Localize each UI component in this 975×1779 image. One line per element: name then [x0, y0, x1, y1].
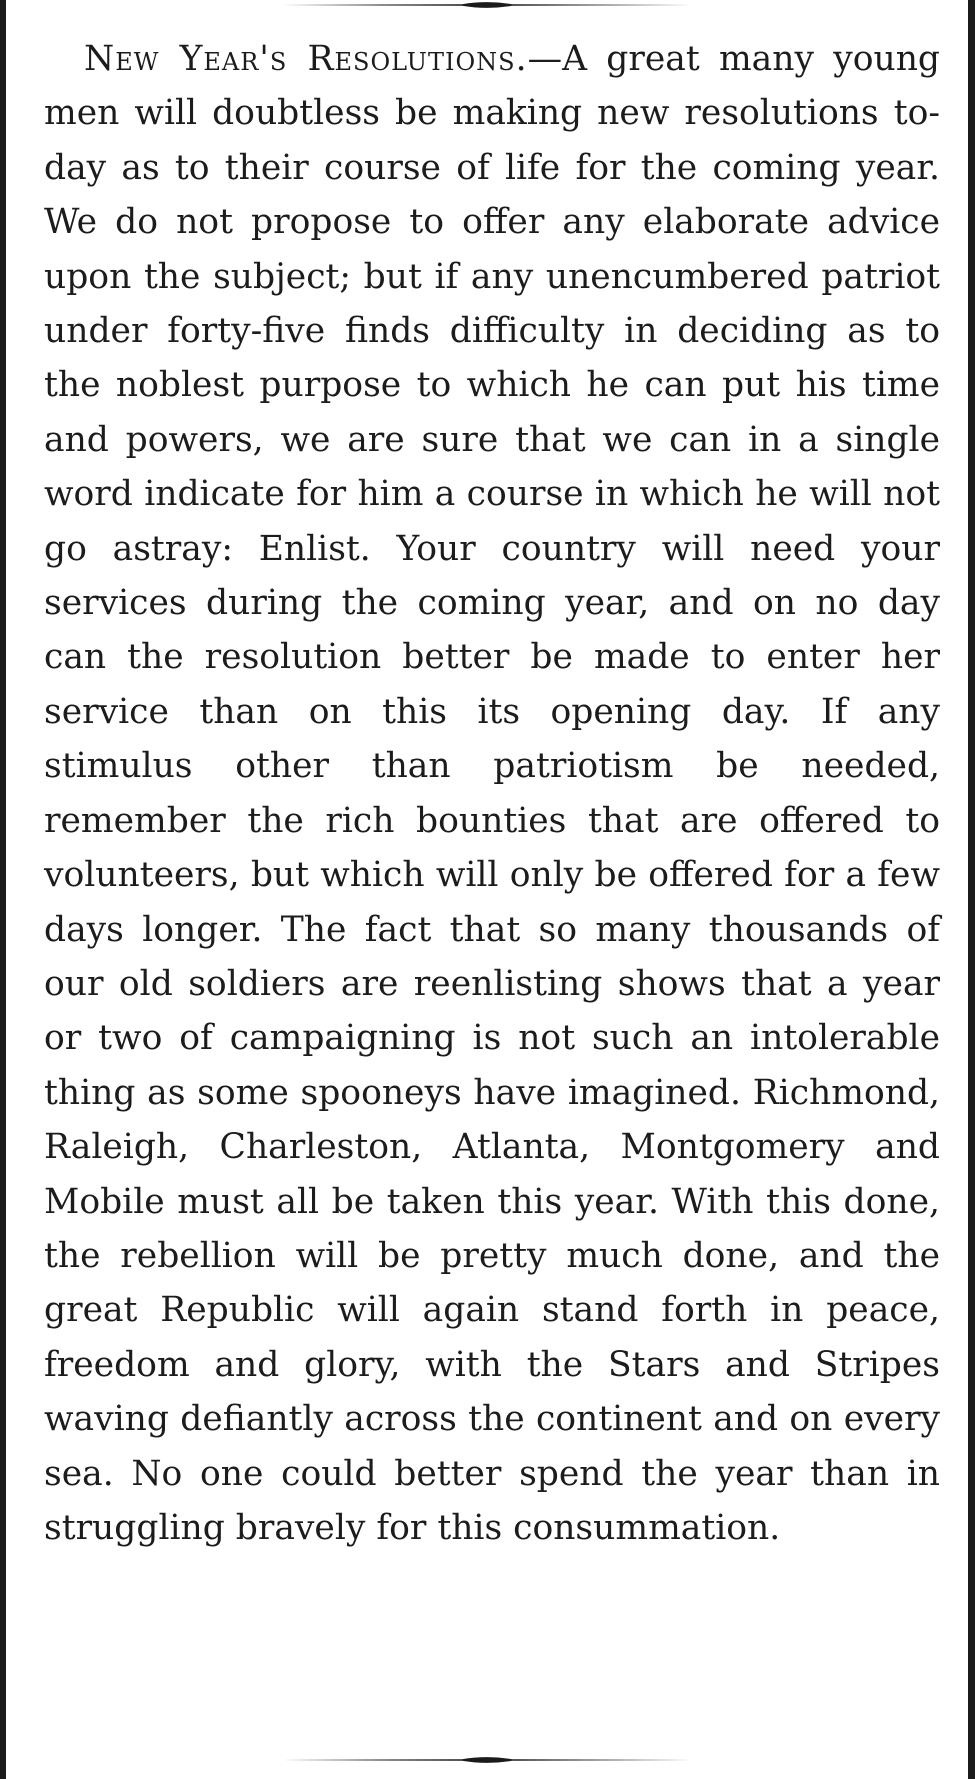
left-column-rule [0, 0, 6, 1779]
bottom-divider-ornament [282, 1755, 692, 1765]
top-divider-ornament [282, 0, 692, 10]
article-body: —A great many young men will doubtless be making new resolutions to-day as to their course of life for the coming year. We do not propose to offer any elaborate advice upon the subject; but if any unencumbered patriot under forty-five finds difficulty in deciding as to the noblest purpose to which he can put his time and powers, we are sure that we can in a single word indicate for him a course in which he will not go astray: Enlist. Your country will need your services during the coming year, and on no day can the resolution better be made to enter her service than on this its opening day. If any stimulus other than patriotism be needed, remember the rich bounties that are offered to volunteers, but which will only be offered for a few days longer. The fact that so many thousands of our old soldiers are reenlisting shows that a year or two of campaigning is not such an intolerable thing as some spooneys have imagined. Richmond, Raleigh, Charleston, Atlanta, Montgomery and Mobile must all be taken this year. With this done, the rebellion will be pretty much done, and the great Republic will again stand forth in peace, freedom and glory, with the Stars and Stripes waving defiantly across the continent and on every sea. No one could better spend the year than in struggling bravely for this consummation. [44, 39, 940, 1548]
right-column-rule [968, 0, 975, 1779]
article-text [44, 32, 940, 1555]
article-headline: New Year's Resolutions. [84, 39, 528, 79]
